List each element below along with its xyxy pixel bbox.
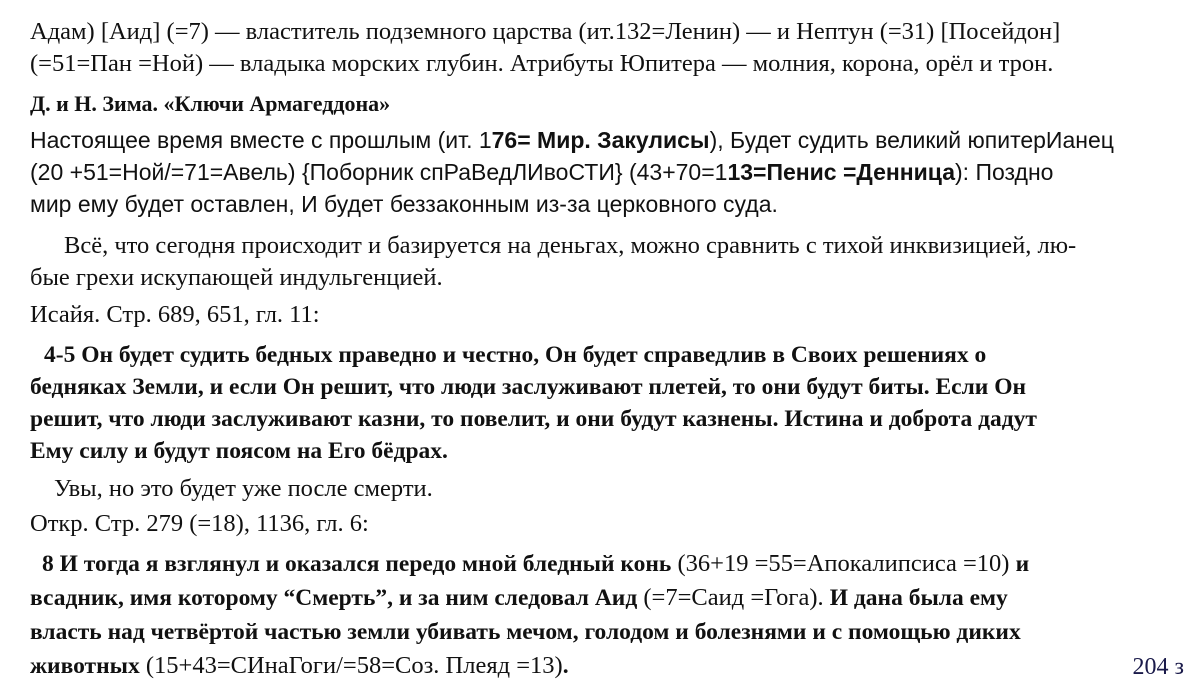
commentary-paragraph	[30, 230, 1076, 294]
quote-text: (20 +51=Ной/=71=Авель) {Поборник спРаВедЛИвоСТИ} (43+70=1	[30, 159, 728, 185]
verse-isaiah-line-3: решит, что люди заслуживают казни, то повелит, и они будут казнены. Истина и доброта дадут	[30, 406, 1037, 432]
quote-paragraph	[30, 124, 1114, 220]
verse-isaiah-line-1: 4-5 Он будет судить бедных праведно и честно, Он будет справедлив в Своих решениях о	[44, 342, 987, 368]
verse-note: (15+43=СИнаГоги/=58=Соз. Плеяд =13)	[139, 652, 563, 679]
reference-isaiah: Исайя. Стр. 689, 651, гл. 11:	[30, 301, 320, 328]
quote-bold-text: 13=Пенис =Денница	[727, 159, 956, 185]
verse-text: 8 И тогда я взглянул и оказался передо мной бледный конь	[42, 551, 672, 577]
quote-line-2	[30, 156, 1114, 188]
verse-text: всадник, имя которому “Смерть”, и за ним следовал Аид	[30, 585, 638, 611]
verse-note: (36+19 =55=Апокалипсиса =10)	[671, 550, 1016, 577]
source-heading: Д. и Н. Зима. «Ключи Армагеддона»	[30, 91, 391, 116]
verse-isaiah-line-2: бедняках Земли, и если Он решит, что люди заслуживают плетей, то они будут биты. Если Он	[30, 374, 1027, 400]
comment-line: Увы, но это будет уже после смерти.	[54, 475, 433, 502]
verse-text: животных	[30, 653, 140, 679]
verse-note: (=7=Саид =Гога).	[637, 584, 830, 611]
verse-text: .	[562, 653, 569, 679]
reference-revelation: Откр. Стр. 279 (=18), 1136, гл. 6:	[30, 510, 369, 537]
verse-text: И дана была ему	[829, 585, 1008, 611]
verse-isaiah-line-4: Ему силу и будут поясом на Его бёдрах.	[30, 438, 448, 464]
verse-text: и	[1015, 551, 1030, 577]
page-number: 204 з	[1132, 654, 1184, 680]
intro-line-1: Адам) [Аид] (=7) — властитель подземного царства (ит.132=Ленин) — и Нептун (=31) [Посейдон]	[30, 18, 1061, 45]
quote-line-3: мир ему будет оставлен, И будет беззаконным из-за церковного суда.	[30, 191, 778, 217]
verse-revelation-line-2	[30, 581, 1029, 615]
verse-revelation-line-1	[30, 547, 1029, 581]
quote-bold-text: 76= Мир. Закулисы	[491, 127, 710, 153]
quote-text: ), Будет судить великий юпитерИанец	[709, 127, 1114, 153]
verse-isaiah	[30, 339, 1037, 467]
verse-revelation	[30, 547, 1029, 683]
intro-paragraph	[30, 16, 1060, 80]
commentary-line-2: бые грехи искупающей индульгенцией.	[30, 264, 443, 291]
quote-text: Настоящее время вместе с прошлым (ит. 1	[30, 127, 492, 153]
quote-text: ): Поздно	[955, 159, 1054, 185]
commentary-line-1: Всё, что сегодня происходит и базируется на деньгах, можно сравнить с тихой инквизицией, лю-	[64, 232, 1077, 259]
quote-line-1	[30, 124, 1114, 156]
verse-revelation-line-4	[30, 649, 1029, 683]
intro-line-2: (=51=Пан =Ной) — владыка морских глубин. Атрибуты Юпитера — молния, корона, орёл и трон.	[30, 50, 1054, 77]
verse-revelation-line-3: власть над четвёртой частью земли убивать мечом, голодом и болезнями и с помощью диких	[30, 619, 1021, 645]
